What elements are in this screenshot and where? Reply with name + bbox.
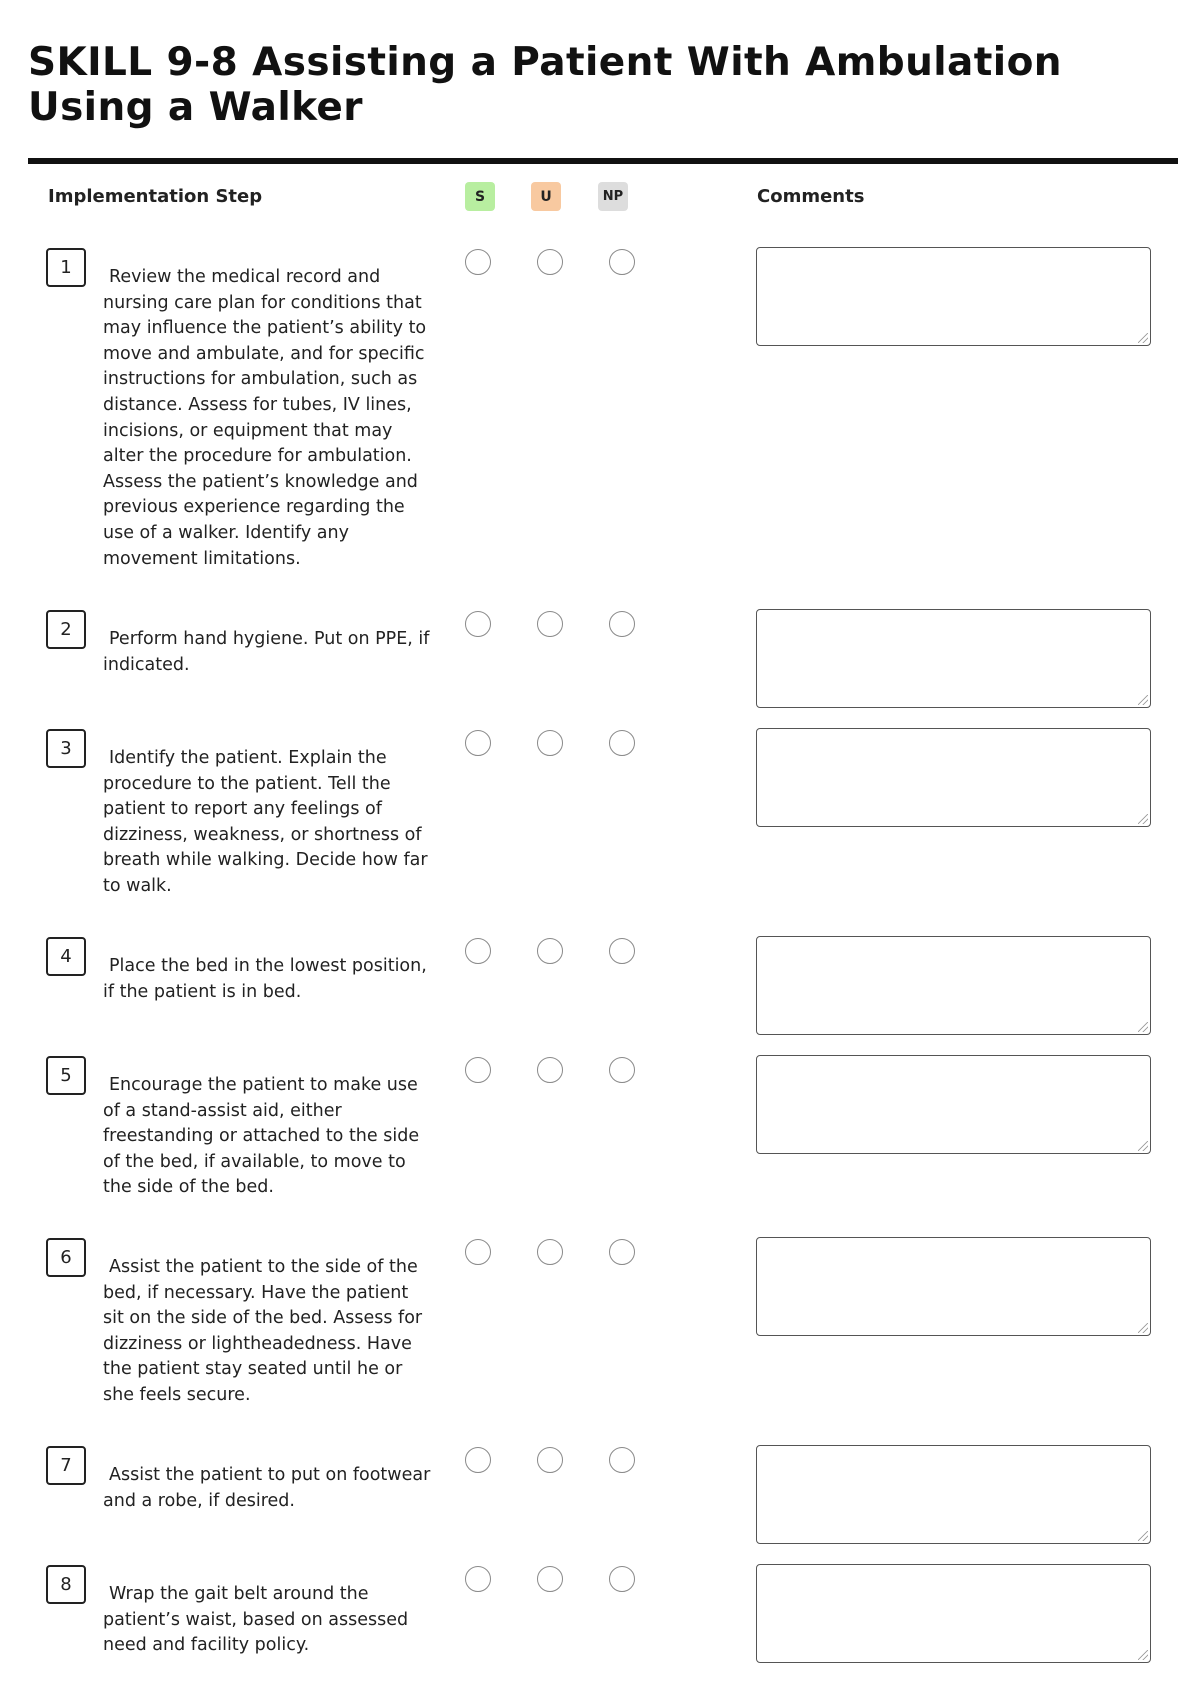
resize-grip-icon[interactable] (1138, 333, 1148, 343)
step-description: Identify the patient. Explain the procedure to the patient. Tell the patient to report any feelings of dizziness, weakness, or shortness of breath while walking. Decide how far to walk. (103, 748, 428, 896)
satisfactory-radio[interactable] (465, 611, 491, 637)
satisfactory-radio[interactable] (465, 1239, 491, 1265)
step-number: 6 (46, 1238, 86, 1277)
step-number: 5 (46, 1056, 86, 1095)
step-description: Encourage the patient to make use of a stand-assist aid, either freestanding or attached to the side of the bed, if available, to move to the side of the bed. (103, 1075, 420, 1198)
resize-grip-icon[interactable] (1138, 1323, 1148, 1333)
unsatisfactory-radio[interactable] (537, 611, 563, 637)
satisfactory-radio[interactable] (465, 1447, 491, 1473)
resize-grip-icon[interactable] (1138, 814, 1148, 824)
not-performed-radio[interactable] (609, 611, 635, 637)
step-description: Place the bed in the lowest position, if the patient is in bed. (103, 956, 427, 1002)
unsatisfactory-radio[interactable] (537, 1447, 563, 1473)
step-number: 4 (46, 937, 86, 976)
satisfactory-radio[interactable] (465, 249, 491, 275)
step-description: Review the medical record and nursing care plan for conditions that may influence the patient’s ability to move and ambulate, and for specific instructions for ambulation, such as distance. Assess for tubes, IV lines, incisions, or equipment that may alter the procedure for ambulation. Assess the patient’s knowledge and previous experience regarding the use of a walker. Identify any movement limitations. (103, 267, 427, 569)
satisfactory-badge: S (465, 182, 495, 211)
comment-textarea[interactable] (756, 609, 1151, 708)
step-description: Assist the patient to the side of the bed, if necessary. Have the patient sit on the side of the bed. Assess for dizziness or lightheadedness. Have the patient stay seated until he or she feels secure. (103, 1257, 423, 1405)
step-description: Perform hand hygiene. Put on PPE, if indicated. (103, 629, 430, 675)
comment-textarea[interactable] (756, 1237, 1151, 1336)
resize-grip-icon[interactable] (1138, 1141, 1148, 1151)
not-performed-radio[interactable] (609, 1447, 635, 1473)
comment-textarea[interactable] (756, 728, 1151, 827)
step-number: 8 (46, 1565, 86, 1604)
step-description: Wrap the gait belt around the patient’s waist, based on assessed need and facility policy. (103, 1584, 409, 1656)
title-divider (28, 158, 1178, 164)
unsatisfactory-badge: U (531, 182, 561, 211)
unsatisfactory-radio[interactable] (537, 938, 563, 964)
step-number: 7 (46, 1446, 86, 1485)
not-performed-radio[interactable] (609, 249, 635, 275)
step-number: 3 (46, 729, 86, 768)
not-performed-radio[interactable] (609, 938, 635, 964)
satisfactory-radio[interactable] (465, 938, 491, 964)
not-performed-radio[interactable] (609, 730, 635, 756)
resize-grip-icon[interactable] (1138, 695, 1148, 705)
step-number: 1 (46, 248, 86, 287)
unsatisfactory-radio[interactable] (537, 249, 563, 275)
resize-grip-icon[interactable] (1138, 1022, 1148, 1032)
comment-textarea[interactable] (756, 1445, 1151, 1544)
comment-textarea[interactable] (756, 936, 1151, 1035)
resize-grip-icon[interactable] (1138, 1531, 1148, 1541)
satisfactory-radio[interactable] (465, 730, 491, 756)
satisfactory-radio[interactable] (465, 1057, 491, 1083)
implementation-step-header: Implementation Step (48, 186, 263, 207)
step-number: 2 (46, 610, 86, 649)
comment-textarea[interactable] (756, 1564, 1151, 1663)
comment-textarea[interactable] (756, 247, 1151, 346)
unsatisfactory-radio[interactable] (537, 1566, 563, 1592)
not-performed-radio[interactable] (609, 1566, 635, 1592)
resize-grip-icon[interactable] (1138, 1650, 1148, 1660)
page-title: SKILL 9-8 Assisting a Patient With Ambulation Using a Walker (28, 40, 1062, 130)
comment-textarea[interactable] (756, 1055, 1151, 1154)
comments-header: Comments (757, 186, 865, 207)
unsatisfactory-radio[interactable] (537, 1239, 563, 1265)
not-performed-radio[interactable] (609, 1239, 635, 1265)
not-performed-radio[interactable] (609, 1057, 635, 1083)
step-description: Assist the patient to put on footwear and a robe, if desired. (103, 1465, 431, 1511)
unsatisfactory-radio[interactable] (537, 1057, 563, 1083)
not-performed-badge: NP (598, 182, 628, 211)
satisfactory-radio[interactable] (465, 1566, 491, 1592)
unsatisfactory-radio[interactable] (537, 730, 563, 756)
